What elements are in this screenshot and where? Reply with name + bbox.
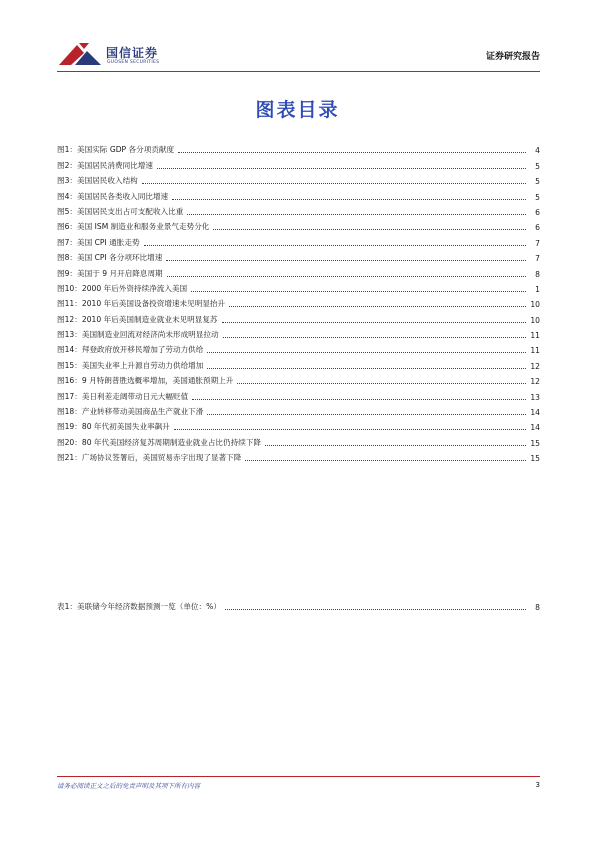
entry-title: 美国 ISM 制造业和服务业景气走势分化 (77, 222, 210, 232)
dot-leader (229, 306, 526, 307)
dot-leader (166, 260, 526, 261)
report-type-label: 证券研究报告 (485, 52, 540, 62)
entry-title: 美国居民各类收入同比增速 (77, 191, 169, 201)
dot-leader (213, 229, 526, 230)
entry-label: 图13： (57, 330, 82, 340)
dot-leader (192, 399, 526, 400)
entry-page-number: 5 (535, 192, 540, 202)
figure-toc-entry[interactable] (57, 402, 540, 417)
dot-leader (157, 168, 526, 169)
figure-toc-entry[interactable] (57, 432, 540, 447)
entry-label: 图16： (57, 376, 82, 386)
dot-leader (225, 609, 526, 610)
dot-leader (265, 445, 526, 446)
entry-label: 图15： (57, 360, 82, 370)
entry-label: 图9： (57, 268, 78, 278)
page-number: 3 (535, 781, 540, 789)
entry-page-number: 12 (530, 377, 540, 387)
figure-toc-entry[interactable] (57, 355, 540, 370)
entry-label: 图4： (57, 191, 78, 201)
dot-leader (223, 337, 526, 338)
entry-title: 9 月特朗普胜选概率增加，美国通胀预期上升 (81, 376, 234, 386)
entry-label: 图1： (57, 145, 78, 155)
entry-page-number: 15 (530, 454, 540, 464)
entry-page-number: 1 (535, 284, 540, 294)
entry-title: 美国居民收入结构 (77, 176, 138, 186)
logo-chinese-name: 国信证券 (106, 46, 159, 60)
entry-page-number: 15 (530, 438, 540, 448)
figure-toc-entry[interactable] (57, 155, 540, 170)
entry-label: 图21： (57, 453, 82, 463)
guosen-logo (57, 40, 217, 70)
header-divider (57, 71, 540, 72)
figure-toc-entry[interactable] (57, 202, 540, 217)
footer-disclaimer: 请务必阅读正文之后的免责声明及其项下所有内容 (57, 782, 200, 790)
table-list (57, 597, 540, 612)
dot-leader (207, 352, 526, 353)
entry-page-number: 11 (530, 346, 540, 356)
entry-title: 美国 CPI 各分项环比增速 (77, 253, 163, 263)
entry-title: 80 年代初美国失业率飙升 (81, 422, 170, 432)
entry-title: 2000 年后外资持续净流入美国 (81, 283, 188, 293)
entry-title: 美国失业率上升源自劳动力供给增加 (81, 360, 204, 370)
entry-label: 图7： (57, 237, 78, 247)
entry-page-number: 6 (535, 207, 540, 217)
entry-page-number: 10 (530, 315, 540, 325)
dot-leader (172, 199, 526, 200)
dot-leader (222, 322, 526, 323)
entry-label: 图11： (57, 299, 82, 309)
figure-toc-entry[interactable] (57, 371, 540, 386)
entry-label: 图10： (57, 283, 82, 293)
figure-toc-entry[interactable] (57, 171, 540, 186)
dot-leader (174, 429, 526, 430)
dot-leader (207, 368, 526, 369)
figure-toc-entry[interactable] (57, 340, 540, 355)
entry-page-number: 12 (530, 361, 540, 371)
entry-page-number: 11 (530, 331, 540, 341)
dot-leader (191, 291, 526, 292)
entry-label: 图6： (57, 222, 78, 232)
entry-label: 表1： (57, 602, 78, 612)
entry-title: 2010 年后美国制造业就业未见明显复苏 (81, 314, 218, 324)
entry-page-number: 10 (530, 300, 540, 310)
entry-page-number: 6 (535, 223, 540, 233)
dot-leader (245, 460, 526, 461)
page-title: 图表目录 (255, 99, 340, 121)
entry-label: 图20： (57, 437, 82, 447)
entry-label: 图18： (57, 407, 82, 417)
figure-toc-entry[interactable] (57, 217, 540, 232)
guosen-logo-icon (57, 41, 103, 69)
entry-label: 图17： (57, 391, 82, 401)
dot-leader (207, 414, 526, 415)
entry-page-number: 13 (530, 392, 540, 402)
entry-page-number: 14 (530, 408, 540, 418)
figure-toc-entry[interactable] (57, 325, 540, 340)
entry-title: 美国居民支出占可支配收入比重 (77, 206, 184, 216)
entry-title: 美日利差走阔带动日元大幅贬值 (81, 391, 189, 401)
entry-title: 美国居民消费同比增速 (77, 160, 153, 170)
figure-toc-entry[interactable] (57, 417, 540, 432)
figure-toc-entry[interactable] (57, 186, 540, 201)
entry-label: 图5： (57, 206, 78, 216)
footer-divider (57, 776, 540, 777)
entry-label: 图12： (57, 314, 82, 324)
entry-label: 图14： (57, 345, 82, 355)
figure-toc-entry[interactable] (57, 232, 540, 247)
entry-page-number: 8 (535, 269, 540, 279)
entry-page-number: 4 (535, 146, 540, 156)
figure-toc-entry[interactable] (57, 140, 540, 155)
dot-leader (178, 152, 526, 153)
figure-toc-entry[interactable] (57, 386, 540, 401)
entry-label: 图3： (57, 176, 78, 186)
entry-page-number: 5 (535, 161, 540, 171)
dot-leader (237, 383, 526, 384)
entry-page-number: 5 (535, 177, 540, 187)
logo-english-name: GUOSEN SECURITIES (107, 60, 160, 65)
entry-label: 图8： (57, 253, 78, 263)
entry-title: 80 年代美国经济复苏周期制造业就业占比仍持续下降 (81, 437, 261, 447)
entry-page-number: 7 (535, 238, 540, 248)
entry-title: 美国制造业回流对经济尚未形成明显拉动 (81, 330, 219, 340)
dot-leader (187, 214, 526, 215)
figure-toc-entry[interactable] (57, 248, 540, 263)
figure-list (57, 140, 540, 463)
dot-leader (167, 276, 526, 277)
entry-page-number: 14 (530, 423, 540, 433)
entry-label: 图19： (57, 422, 82, 432)
table-toc-entry[interactable] (57, 597, 540, 612)
entry-label: 图2： (57, 160, 78, 170)
entry-title: 拜登政府放开移民增加了劳动力供给 (81, 345, 204, 355)
dot-leader (144, 245, 526, 246)
report-header (57, 40, 540, 72)
entry-title: 美国实际 GDP 各分项贡献度 (77, 145, 175, 155)
figure-toc-entry[interactable] (57, 309, 540, 324)
figure-toc-entry[interactable] (57, 448, 540, 463)
entry-title: 2010 年后美国设备投资增速未见明显抬升 (81, 299, 226, 309)
dot-leader (142, 183, 526, 184)
entry-title: 产业转移带动美国商品生产就业下滑 (81, 407, 204, 417)
entry-title: 广场协议签署后，美国贸易赤字出现了显著下降 (81, 453, 242, 463)
figure-toc-entry[interactable] (57, 294, 540, 309)
entry-title: 美国 CPI 通胀走势 (77, 237, 140, 247)
entry-page-number: 8 (535, 603, 540, 613)
entry-title: 美国于 9 月开启降息周期 (77, 268, 163, 278)
figure-toc-entry[interactable] (57, 279, 540, 294)
entry-title: 美联储今年经济数据预测一览（单位：%） (77, 602, 221, 612)
entry-page-number: 7 (535, 254, 540, 264)
figure-toc-entry[interactable] (57, 263, 540, 278)
